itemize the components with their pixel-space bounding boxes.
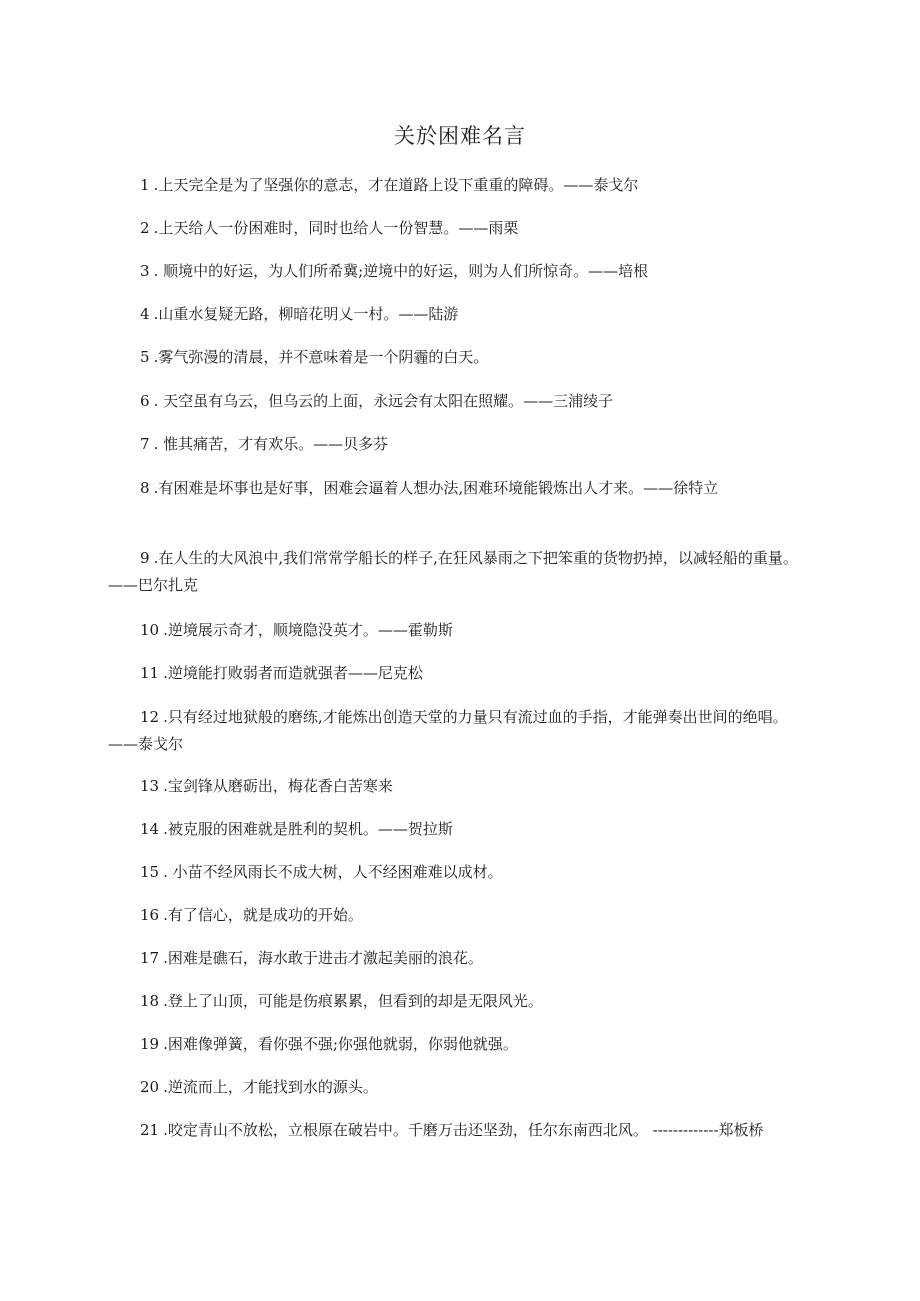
quote-number: 19	[140, 1035, 160, 1053]
quote-number: 8	[140, 479, 150, 497]
quote-number: 14	[140, 820, 160, 838]
quote-item	[108, 902, 808, 929]
quote-text: .被克服的困难就是胜利的契机。——贺拉斯	[163, 820, 453, 838]
quote-item	[108, 388, 808, 415]
quote-item	[108, 773, 808, 800]
quote-text: . 小苗不经风雨长不成大树，人不经困难难以成材。	[163, 863, 503, 881]
quote-number: 5	[140, 348, 150, 366]
quote-text: .雾气弥漫的清晨，并不意味着是一个阴霾的白天。	[153, 348, 489, 366]
quote-text: .登上了山顶，可能是伤痕累累，但看到的却是无限风光。	[163, 992, 543, 1010]
quote-number: 17	[140, 949, 160, 967]
quote-item	[108, 301, 808, 328]
quote-number: 6	[140, 392, 150, 410]
quote-text: .只有经过地狱般的磨练,才能炼出创造天堂的力量只有流过血的手指，才能弹奏出世间的绝唱。——泰戈尔	[108, 708, 788, 753]
quote-number: 20	[140, 1078, 160, 1096]
quote-number: 3	[140, 262, 150, 280]
quote-text: . 天空虽有乌云，但乌云的上面，永远会有太阳在照耀。——三浦绫子	[153, 392, 614, 410]
quote-item	[108, 1074, 808, 1101]
quote-item	[108, 816, 808, 843]
quote-item	[108, 945, 808, 972]
quote-item	[108, 1117, 808, 1144]
quote-text: .逆流而上，才能找到水的源头。	[163, 1078, 378, 1096]
quote-number: 13	[140, 777, 160, 795]
quote-text: .上天完全是为了坚强你的意志，才在道路上设下重重的障碍。——泰戈尔	[153, 176, 639, 194]
quote-number: 12	[140, 708, 160, 726]
quote-text: .困难是礁石，海水敢于进击才激起美丽的浪花。	[163, 949, 483, 967]
quote-item	[108, 545, 808, 599]
quote-text: .山重水复疑无路，柳暗花明乂一村。——陆游	[153, 305, 459, 323]
quote-text: .逆境能打败弱者而造就强者——尼克松	[163, 664, 423, 682]
quote-text: . 顺境中的好运，为人们所希冀;逆境中的好运，则为人们所惊奇。——培根	[153, 262, 649, 280]
quote-text: .咬定青山不放松，立根原在破岩中。千磨万击还坚劲，任尔东南西北风。 -------------郑板桥	[163, 1121, 764, 1139]
quote-item	[108, 344, 808, 371]
quote-text: .有了信心，就是成功的开始。	[163, 906, 363, 924]
quote-text: .在人生的大风浪中,我们常常学船长的样子,在狂风暴雨之下把笨重的货物扔掉，以减轻船的重量。——巴尔扎克	[108, 549, 798, 594]
quote-item	[108, 258, 808, 285]
quote-text: . 惟其痛苦，才有欢乐。——贝多芬	[153, 435, 389, 453]
quote-number: 11	[140, 664, 160, 682]
quote-item	[108, 431, 808, 458]
quote-number: 18	[140, 992, 160, 1010]
quote-text: .宝剑锋从磨砺出，梅花香白苦寒来	[163, 777, 393, 795]
quote-number: 2	[140, 219, 150, 237]
quote-text: .困难像弹簧，看你强不强;你强他就弱，你弱他就强。	[163, 1035, 518, 1053]
quote-item	[108, 172, 808, 199]
page-title: 关於困难名言	[394, 124, 526, 148]
quote-item	[108, 660, 808, 687]
quote-number: 1	[140, 176, 150, 194]
quote-item	[108, 704, 808, 758]
quote-item	[108, 859, 808, 886]
quote-item	[108, 988, 808, 1015]
quote-number: 21	[140, 1121, 160, 1139]
quote-number: 16	[140, 906, 160, 924]
quote-text: .有困难是坏事也是好事，困难会逼着人想办法,困难环境能锻炼出人才来。——徐特立	[153, 479, 719, 497]
quote-item	[108, 215, 808, 242]
quote-number: 10	[140, 621, 160, 639]
quote-text: .上天给人一份困难时，同时也给人一份智慧。——雨栗	[153, 219, 519, 237]
quote-number: 4	[140, 305, 150, 323]
quote-item	[108, 617, 808, 644]
quote-item	[108, 1031, 808, 1058]
quote-item	[108, 475, 808, 502]
quote-text: .逆境展示奇才，顺境隐没英才。——霍勒斯	[163, 621, 453, 639]
quote-number: 15	[140, 863, 160, 881]
quote-number: 7	[140, 435, 150, 453]
quote-number: 9	[140, 549, 150, 567]
